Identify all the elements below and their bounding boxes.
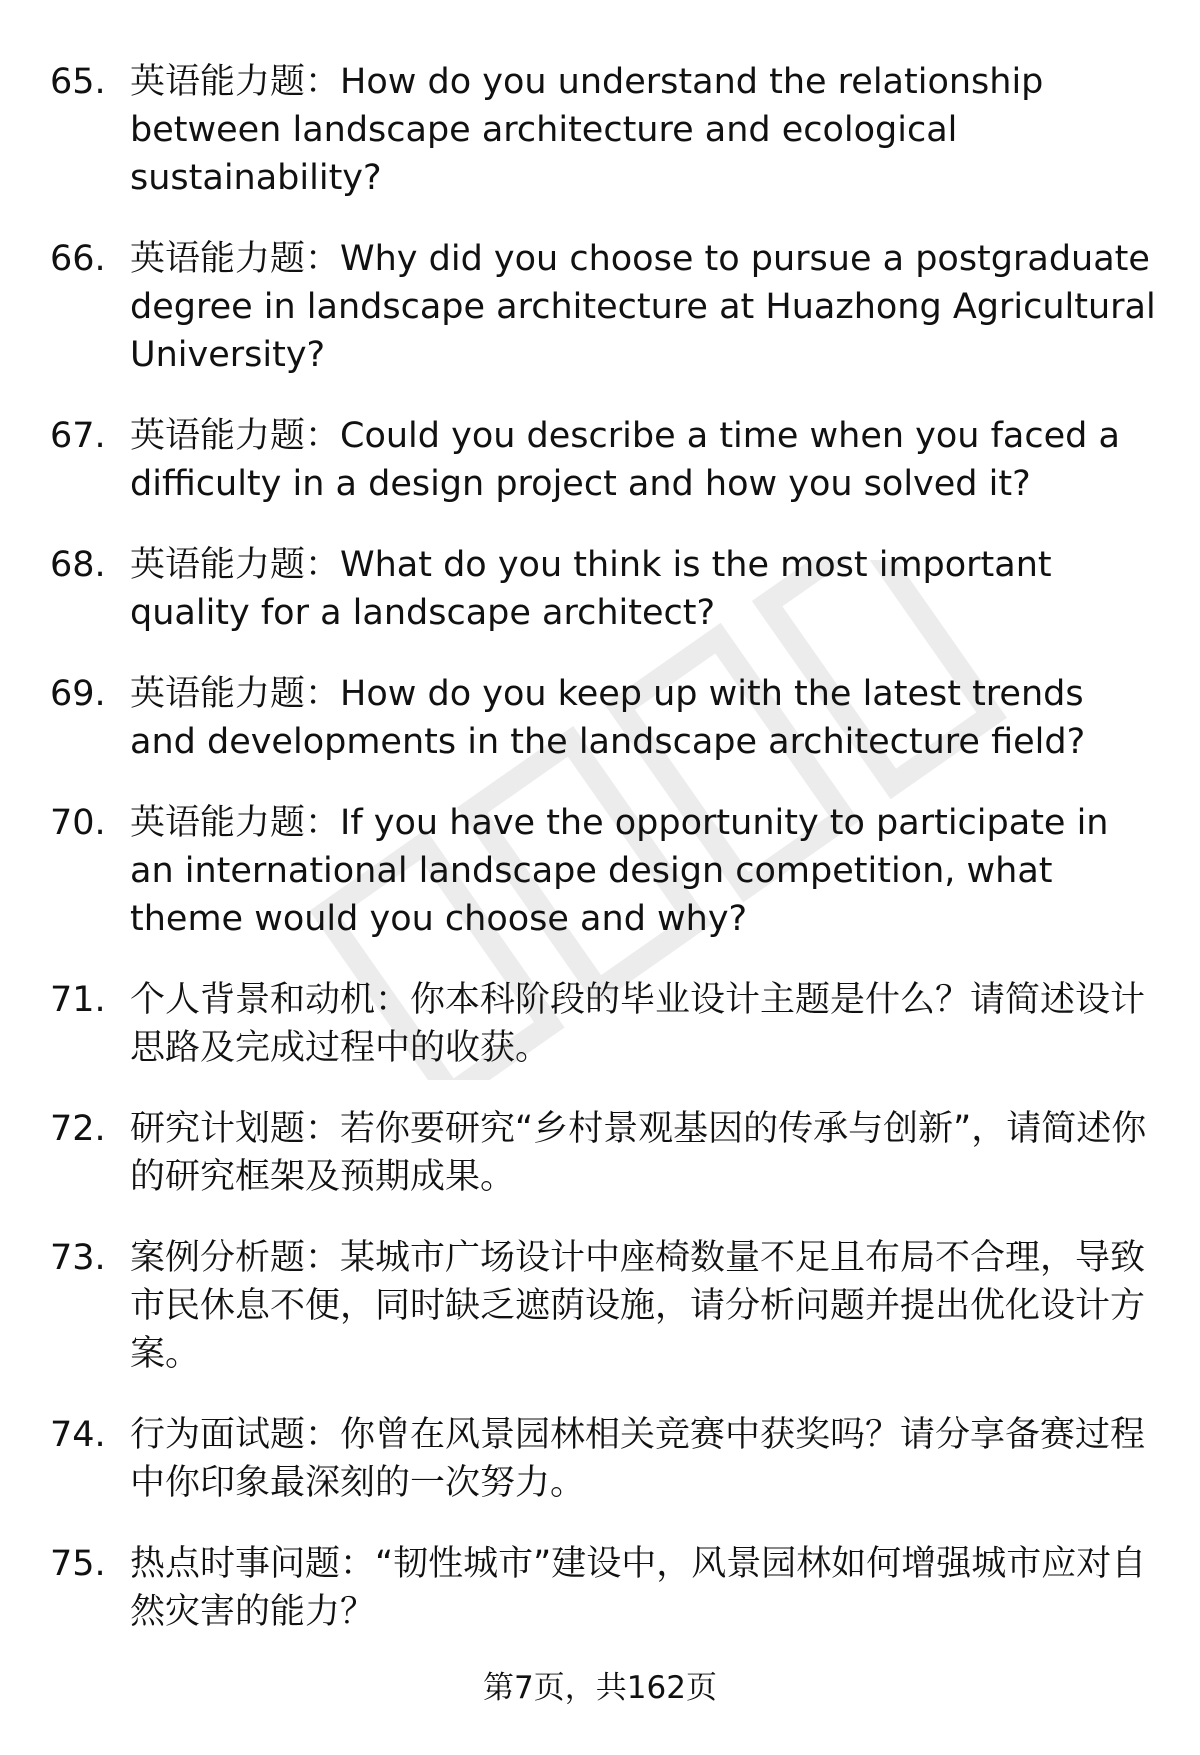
question-number: 66. (50, 239, 106, 279)
question-text: 行为面试题：你曾在风景园林相关竞赛中获奖吗？请分享备赛过程中你印象最深刻的一次努力。 (130, 1415, 1146, 1503)
question-list (50, 58, 1160, 1669)
question-text: 英语能力题：Could you describe a time when you faced a difficulty in a design project and how you solved it? (130, 416, 1120, 504)
question-number: 74. (50, 1415, 106, 1455)
question-item (50, 1234, 1160, 1378)
question-item (50, 1411, 1160, 1507)
question-number: 70. (50, 803, 106, 843)
question-number: 69. (50, 674, 106, 714)
question-item (50, 976, 1160, 1072)
question-text: 个人背景和动机：你本科阶段的毕业设计主题是什么？请简述设计思路及完成过程中的收获。 (130, 980, 1146, 1068)
question-number: 73. (50, 1238, 106, 1278)
question-number: 68. (50, 545, 106, 585)
question-item (50, 1105, 1160, 1201)
question-text: 热点时事问题：“韧性城市”建设中，风景园林如何增强城市应对自然灾害的能力？ (130, 1544, 1147, 1632)
question-text: 英语能力题：If you have the opportunity to participate in an international landscape design competition, what theme would you choose and why? (130, 803, 1109, 939)
question-number: 65. (50, 62, 106, 102)
question-item (50, 412, 1160, 508)
question-number: 72. (50, 1109, 106, 1149)
question-text: 英语能力题：How do you understand the relationship between landscape architecture and ecological sustainability? (130, 62, 1044, 198)
question-text: 案例分析题：某城市广场设计中座椅数量不足且布局不合理，导致市民休息不便，同时缺乏遮荫设施，请分析问题并提出优化设计方案。 (130, 1238, 1146, 1374)
question-item (50, 235, 1160, 379)
question-item (50, 58, 1160, 202)
question-item (50, 1540, 1160, 1636)
question-text: 英语能力题：How do you keep up with the latest trends and developments in the landscape architecture field? (130, 674, 1086, 762)
question-item (50, 670, 1160, 766)
question-number: 75. (50, 1544, 106, 1584)
question-text: 英语能力题：Why did you choose to pursue a postgraduate degree in landscape architecture at Huazhong Agricultural University? (130, 239, 1156, 375)
page-footer: 第7页，共162页 (483, 1670, 717, 1706)
question-text: 研究计划题：若你要研究“乡村景观基因的传承与创新”，请简述你的研究框架及预期成果。 (130, 1109, 1147, 1197)
question-number: 71. (50, 980, 106, 1020)
question-item (50, 541, 1160, 637)
question-item (50, 799, 1160, 943)
question-text: 英语能力题：What do you think is the most important quality for a landscape architect? (130, 545, 1052, 633)
question-number: 67. (50, 416, 106, 456)
